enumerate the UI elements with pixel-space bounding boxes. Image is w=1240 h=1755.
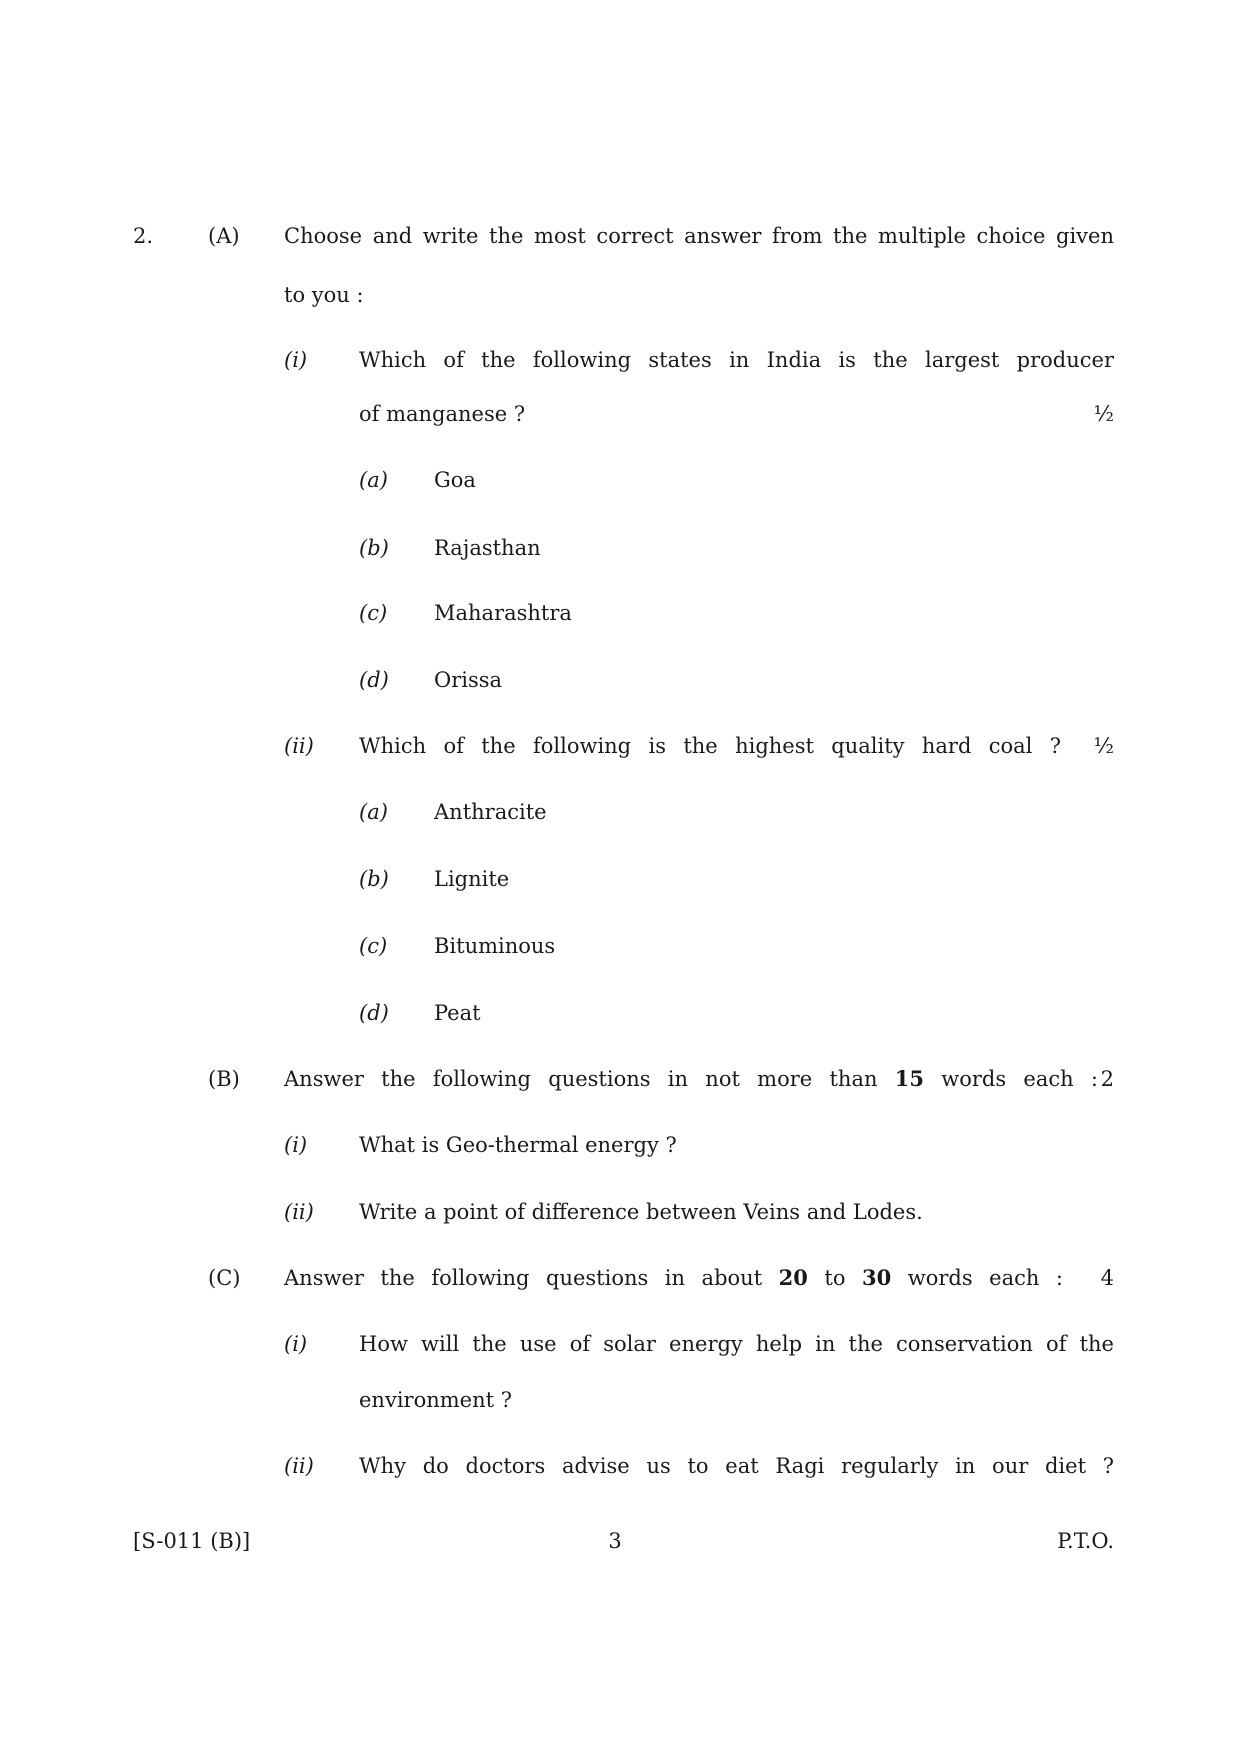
c-q1-label: (i) xyxy=(284,1332,308,1356)
a-q2-option-d-text: Peat xyxy=(434,1001,481,1025)
part-a-label: (A) xyxy=(208,224,240,248)
a-q1-option-d-label: (d) xyxy=(359,668,389,692)
a-q2-text: Which of the following is the highest quality hard coal ? xyxy=(359,734,1061,758)
c-q2-label: (ii) xyxy=(284,1454,314,1478)
part-c-instruction xyxy=(284,1263,1063,1293)
a-q1-text-line1: Which of the following states in India is the largest producer xyxy=(359,348,1114,372)
b-q1-label: (i) xyxy=(284,1133,308,1157)
c-q2-text: Why do doctors advise us to eat Ragi regularly in our diet ? xyxy=(359,1454,1114,1478)
a-q1-option-a-label: (a) xyxy=(359,468,388,492)
a-q2-option-b-label: (b) xyxy=(359,867,389,891)
a-q1-label: (i) xyxy=(284,348,308,372)
a-q1-option-b-label: (b) xyxy=(359,536,389,560)
b-q2-text: Write a point of difference between Veins and Lodes. xyxy=(359,1200,923,1224)
question-number: 2. xyxy=(133,224,154,248)
a-q1-option-d-text: Orissa xyxy=(434,668,503,692)
a-q1-text-line2: of manganese ? xyxy=(359,402,526,426)
a-q1-option-c-label: (c) xyxy=(359,601,388,625)
a-q2-option-a-label: (a) xyxy=(359,800,388,824)
part-b-marks: 2 xyxy=(1100,1067,1114,1091)
part-a-instruction-line1: Choose and write the most correct answer from the multiple choice given xyxy=(284,224,1114,248)
part-a-instruction-line2: to you : xyxy=(284,283,364,307)
part-c-label: (C) xyxy=(208,1266,241,1290)
a-q2-option-c-text: Bituminous xyxy=(434,934,556,958)
a-q2-option-b-text: Lignite xyxy=(434,867,510,891)
part-b-word-limit: 15 xyxy=(894,1066,924,1091)
a-q2-label: (ii) xyxy=(284,734,314,758)
part-b-label: (B) xyxy=(208,1067,240,1091)
a-q2-option-c-label: (c) xyxy=(359,934,388,958)
b-q1-text: What is Geo-thermal energy ? xyxy=(359,1133,677,1157)
continuation-note: P.T.O. xyxy=(1057,1529,1114,1553)
paper-code: [S-011 (B)] xyxy=(133,1529,251,1553)
part-c-marks: 4 xyxy=(1100,1266,1114,1290)
a-q2-option-a-text: Anthracite xyxy=(434,800,547,824)
part-b-instruction xyxy=(284,1064,1098,1094)
c-q1-text-line2: environment ? xyxy=(359,1388,512,1412)
part-b-instruction-pre: Answer the following questions in not more than xyxy=(284,1067,895,1091)
a-q1-marks: ½ xyxy=(1093,402,1114,426)
part-c-word-max: 30 xyxy=(862,1265,892,1290)
a-q1-option-b-text: Rajasthan xyxy=(434,536,541,560)
a-q1-option-c-text: Maharashtra xyxy=(434,601,572,625)
b-q2-label: (ii) xyxy=(284,1200,314,1224)
part-c-instruction-post: words each : xyxy=(891,1266,1063,1290)
part-b-instruction-post: words each : xyxy=(924,1067,1098,1091)
part-c-word-min: 20 xyxy=(778,1265,808,1290)
a-q2-option-d-label: (d) xyxy=(359,1001,389,1025)
page-number: 3 xyxy=(608,1529,622,1553)
part-c-instruction-pre: Answer the following questions in about xyxy=(284,1266,779,1290)
a-q2-marks: ½ xyxy=(1093,734,1114,758)
a-q1-option-a-text: Goa xyxy=(434,468,476,492)
c-q1-text-line1: How will the use of solar energy help in the conservation of the xyxy=(359,1332,1114,1356)
part-c-instruction-mid: to xyxy=(807,1266,863,1290)
